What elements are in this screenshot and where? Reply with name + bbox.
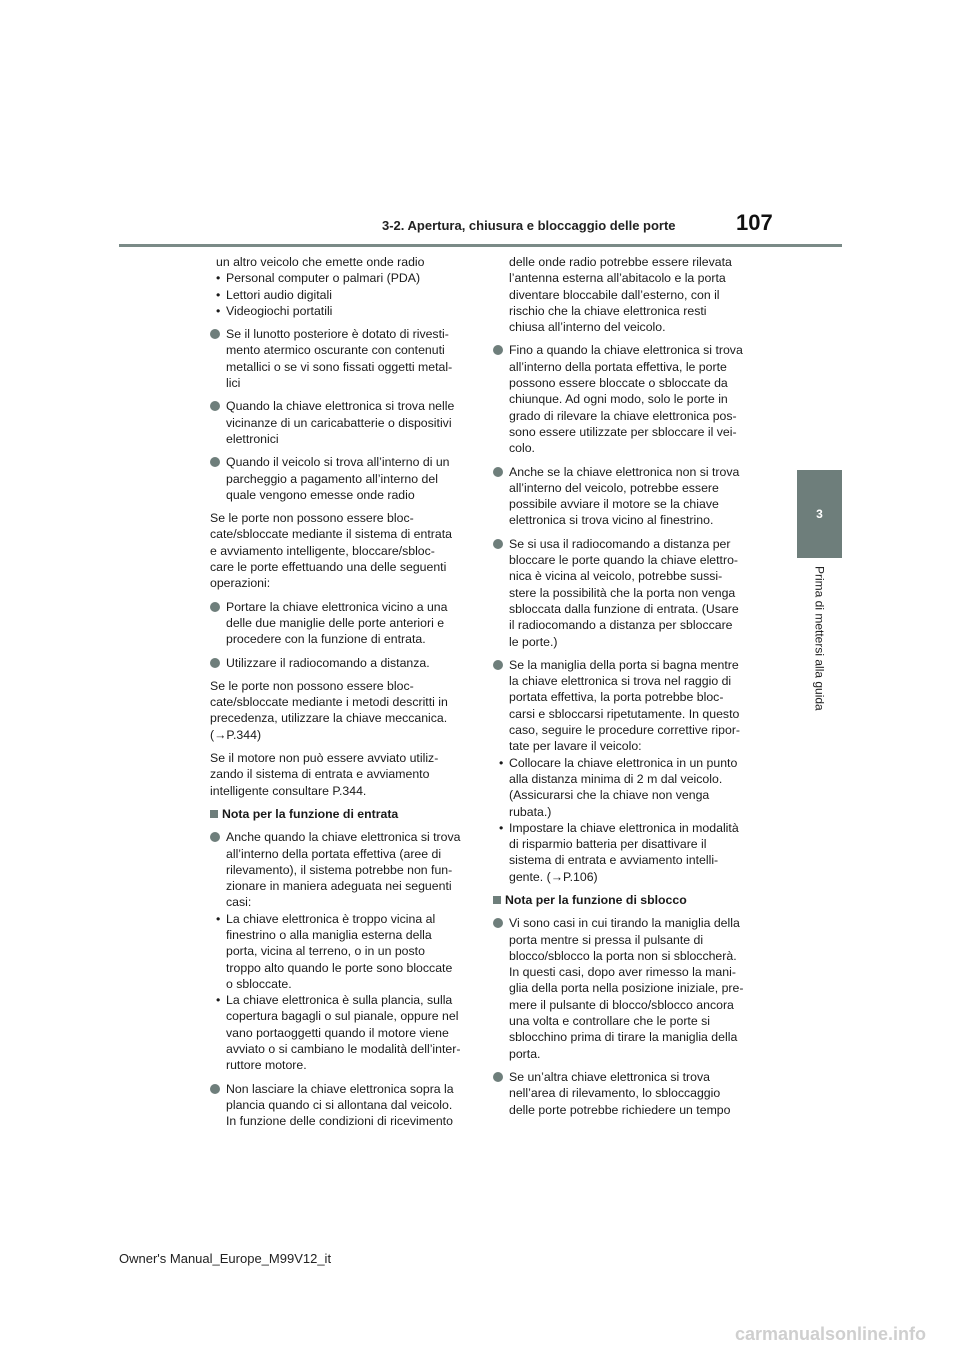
text-line: copertura bagagli o sul pianale, oppure nel: [226, 1009, 459, 1024]
text-line: bloccare le porte quando la chiave elettro-: [509, 553, 738, 568]
sub-list: [493, 755, 755, 885]
text-line: Collocare la chiave elettronica in un punto: [509, 755, 738, 770]
bullet-circle-icon: [493, 660, 503, 670]
text-line: vicinanze di un caricabatterie o dispositivi: [226, 415, 452, 430]
bullet-circle-icon: [210, 457, 220, 467]
text-line: In questi casi, dopo aver rimesso la mani-: [509, 965, 736, 980]
paragraph: [210, 750, 468, 799]
page-number: 107: [736, 210, 773, 235]
heading-text: Nota per la funzione di entrata: [222, 806, 399, 821]
bullet-dot-icon: •: [216, 303, 221, 318]
text-line: intelligente consultare P.344.: [210, 783, 367, 798]
bullet-item: [210, 829, 468, 910]
text-line: Personal computer o palmari (PDA): [226, 271, 421, 286]
text-line: Videogiochi portatili: [226, 303, 333, 318]
text-line: plancia quando ci si allontana dal veicolo.: [226, 1097, 453, 1112]
text-line: Se il motore non può essere avviato utiliz-: [210, 751, 439, 766]
text-line: all’interno della portata effettiva (aree di: [226, 846, 442, 861]
text-line: metallici o se vi sono fissati oggetti metal-: [226, 359, 453, 374]
text-line: Se il lunotto posteriore è dotato di rivesti-: [226, 327, 449, 342]
bullet-circle-icon: [210, 658, 220, 668]
text-line: parcheggio a pagamento all’interno del: [226, 471, 438, 486]
text-line: sistema di entrata e avviamento intelli-: [509, 853, 719, 868]
text-line: La chiave elettronica è sulla plancia, sulla: [226, 993, 453, 1008]
heading-text: Nota per la funzione di sblocco: [505, 892, 687, 907]
text-line: zionare in maniera adeguata nei seguenti: [226, 879, 452, 894]
subsection-heading: [493, 892, 755, 908]
subsection-heading: [210, 806, 468, 822]
bullet-circle-icon: [210, 401, 220, 411]
text-line: all’interno del veicolo, potrebbe essere: [509, 480, 719, 495]
sub-item: [499, 755, 755, 820]
text-line: possibile avviare il motore se la chiave: [509, 497, 719, 512]
text-line: colo.: [509, 441, 535, 456]
text-line: Se la maniglia della porta si bagna mentre: [509, 657, 739, 672]
text-line: portata effettiva, la porta potrebbe bloc-: [509, 690, 724, 705]
bullet-item: [210, 655, 468, 671]
text-line: nell’area di rilevamento, lo sbloccaggio: [509, 1086, 721, 1101]
bullet-circle-icon: [210, 832, 220, 842]
bullet-dot-icon: •: [216, 993, 221, 1008]
bullet-dot-icon: •: [216, 271, 221, 286]
text-line: mento atermico oscurante con contenuti: [226, 343, 445, 358]
text-line: (Assicurarsi che la chiave non venga: [509, 788, 710, 803]
sub-item: [216, 287, 468, 303]
sub-item: [216, 911, 468, 992]
text-line: Se un’altra chiave elettronica si trova: [509, 1069, 710, 1084]
bullet-item: [493, 657, 755, 755]
text-line: Portare la chiave elettronica vicino a una: [226, 599, 448, 614]
text-line: procedere con la funzione di entrata.: [226, 632, 426, 647]
bullet-circle-icon: [493, 1072, 503, 1082]
text-line: carsi e sbloccarsi ripetutamente. In questo: [509, 706, 740, 721]
text-line: rischio che la chiave elettronica resti: [509, 303, 707, 318]
text-line: tate per lavare il veicolo:: [509, 739, 642, 754]
right-column: [493, 254, 755, 1125]
text-line: Quando il veicolo si trova all’interno di un: [226, 455, 450, 470]
sub-list: [210, 911, 468, 1074]
bullet-item: [493, 1069, 755, 1118]
text-line: stere la possibilità che la porta non venga: [509, 585, 736, 600]
text-line: operazioni:: [210, 576, 271, 591]
text-line: di risparmio batteria per disattivare il: [509, 837, 707, 852]
text-line: l’antenna esterna all’abitacolo e la porta: [509, 271, 726, 286]
text-line: precedenza, utilizzare la chiave meccanica.: [210, 711, 448, 726]
text-line: (→P.344): [210, 727, 262, 742]
text-line: quale vengono emesse onde radio: [226, 487, 415, 502]
text-line: porta, vicina al terreno, o in un posto: [226, 944, 425, 959]
left-column: [210, 254, 468, 1137]
bullet-circle-icon: [493, 467, 503, 477]
text-line: delle porte potrebbe richiedere un tempo: [509, 1102, 731, 1117]
text-line: mere il pulsante di blocco/sblocco ancora: [509, 997, 734, 1012]
footer-manual-name: Owner's Manual_Europe_M99V12_it: [119, 1251, 332, 1266]
text-line: finestrino o alla maniglia esterna della: [226, 927, 432, 942]
bullet-item: [493, 915, 755, 1062]
text-line: Se le porte non possono essere bloc-: [210, 511, 414, 526]
bullet-item: [210, 599, 468, 648]
text-line: chiusa all’interno del veicolo.: [509, 320, 666, 335]
text-line: Se le porte non possono essere bloc-: [210, 678, 414, 693]
text-line: sono essere utilizzate per sbloccare il vei-: [509, 424, 737, 439]
text-line: cate/sbloccate mediante il sistema di entrata: [210, 527, 452, 542]
text-line: possono essere bloccate o sbloccate da: [509, 376, 728, 391]
section-title: 3-2. Apertura, chiusura e bloccaggio delle porte: [382, 218, 676, 233]
square-marker-icon: [210, 810, 218, 818]
text-line: Utilizzare il radiocomando a distanza.: [226, 655, 430, 670]
text-line: e avviamento intelligente, bloccare/sbloc-: [210, 543, 435, 558]
watermark: carmanualsonline.info: [735, 1324, 927, 1344]
paragraph: [210, 510, 468, 591]
header-rule: [119, 244, 842, 247]
text-line: Impostare la chiave elettronica in modalità: [509, 820, 739, 835]
text-line: vano portaoggetti quando il motore viene: [226, 1025, 449, 1040]
text-line: porta mentre si pressa il pulsante di: [509, 932, 704, 947]
text-line: In funzione delle condizioni di ricevimento: [226, 1114, 453, 1129]
text-line: delle onde radio potrebbe essere rilevata: [509, 255, 732, 269]
text-line: Quando la chiave elettronica si trova nelle: [226, 399, 455, 414]
bullet-item: [210, 398, 468, 447]
text-line: casi:: [226, 895, 252, 910]
bullet-item: [493, 464, 755, 529]
sub-item: [216, 303, 468, 319]
bullet-dot-icon: •: [499, 755, 504, 770]
text-line: Anche se la chiave elettronica non si trova: [509, 464, 740, 479]
text-line: zando il sistema di entrata e avviamento: [210, 767, 430, 782]
text-line: la chiave elettronica si trova nel raggio di: [509, 674, 732, 689]
text-line: sblocchino prima di tirare la maniglia della: [509, 1030, 738, 1045]
bullet-dot-icon: •: [499, 820, 504, 835]
text-line: le porte.): [509, 634, 558, 649]
text-line: glia della porta nella posizione iniziale, pre-: [509, 981, 744, 996]
text-line: sbloccata dalla funzione di entrata. (Usare: [509, 601, 739, 616]
bullet-circle-icon: [493, 539, 503, 549]
sub-item: [499, 820, 755, 885]
text-line: una volta e controllare che le porte si: [509, 1014, 710, 1029]
text-line: gente. (→P.106): [509, 869, 598, 884]
bullet-item: [493, 536, 755, 650]
text-line: care le porte effettuando una delle seguenti: [210, 560, 447, 575]
text-line: delle due maniglie delle porte anteriori e: [226, 615, 445, 630]
bullet-circle-icon: [493, 345, 503, 355]
text-line: La chiave elettronica è troppo vicina al: [226, 911, 436, 926]
chapter-side-label: Prima di mettersi alla guida: [812, 566, 827, 711]
paragraph: [210, 678, 468, 743]
text-line: Non lasciare la chiave elettronica sopra la: [226, 1081, 454, 1096]
bullet-circle-icon: [210, 1084, 220, 1094]
bullet-circle-icon: [210, 329, 220, 339]
text-line: Lettori audio digitali: [226, 287, 332, 302]
text-line: rubata.): [509, 804, 552, 819]
text-line: lici: [226, 376, 241, 391]
text-line: grado di rilevare la chiave elettronica pos-: [509, 408, 737, 423]
text-line: nica è vicina al veicolo, potrebbe sussi-: [509, 569, 723, 584]
square-marker-icon: [493, 896, 501, 904]
text-line: cate/sbloccate mediante i metodi descritti in: [210, 695, 448, 710]
bullet-item: [210, 1081, 468, 1130]
bullet-item: [210, 326, 468, 391]
text-line: un altro veicolo che emette onde radio: [216, 255, 425, 269]
text-line: ruttore motore.: [226, 1058, 307, 1073]
text-line: Se si usa il radiocomando a distanza per: [509, 536, 731, 551]
text-line: il radiocomando a distanza per sbloccare: [509, 618, 733, 633]
paragraph: [493, 254, 755, 335]
text-line: diventare bloccabile dall’esterno, con il: [509, 287, 720, 302]
text-line: blocco/sblocco la porta non si sbloccherà.: [509, 948, 737, 963]
bullet-circle-icon: [493, 918, 503, 928]
sub-item: [216, 992, 468, 1073]
bullet-item: [493, 342, 755, 456]
bullet-dot-icon: •: [216, 911, 221, 926]
text-line: porta.: [509, 1046, 541, 1061]
sub-item: [216, 270, 468, 286]
text-line: caso, seguire le procedure correttive ripor-: [509, 723, 741, 738]
text-line: all’interno della portata effettiva, le porte: [509, 359, 727, 374]
text-line: Vi sono casi in cui tirando la maniglia della: [509, 916, 740, 931]
continued-list: [200, 254, 468, 319]
text-line: Fino a quando la chiave elettronica si trova: [509, 343, 743, 358]
text-line: chiunque. Ad ogni modo, solo le porte in: [509, 392, 728, 407]
text-line: elettronica si trova vicino al finestrino.: [509, 513, 714, 528]
bullet-item: [210, 454, 468, 503]
bullet-circle-icon: [210, 602, 220, 612]
chapter-tab: 3: [797, 470, 842, 558]
text-line: troppo alto quando le porte sono bloccate: [226, 960, 453, 975]
text-line: alla distanza minima di 2 m dal veicolo.: [509, 771, 723, 786]
text-line: elettronici: [226, 431, 279, 446]
text-line: avviato o si cambiano le modalità dell’inter-: [226, 1042, 461, 1057]
text-line: Anche quando la chiave elettronica si trova: [226, 830, 461, 845]
bullet-dot-icon: •: [216, 287, 221, 302]
text-line: o sbloccate.: [226, 976, 292, 991]
text-line: rilevamento), il sistema potrebbe non fun-: [226, 862, 453, 877]
